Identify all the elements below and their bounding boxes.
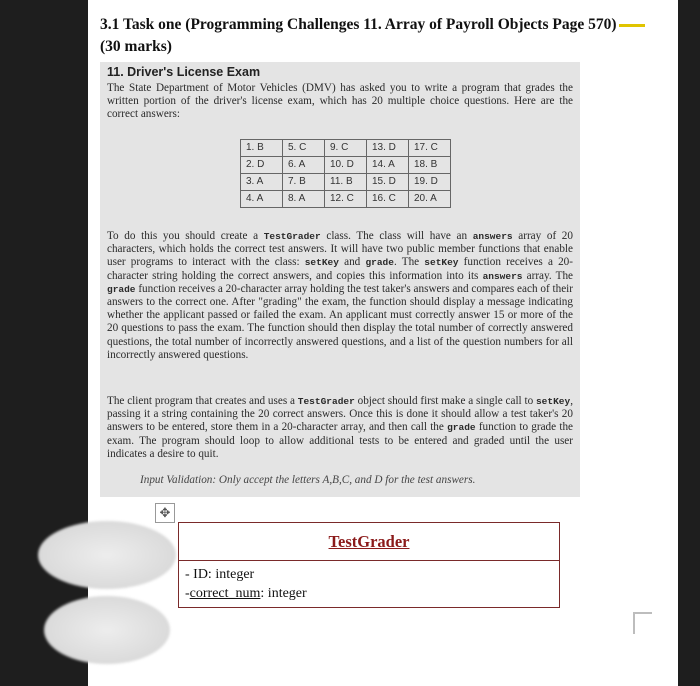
answer-row: [241, 174, 451, 191]
answer-row: [241, 157, 451, 174]
answer-cell: 7. B: [283, 174, 325, 191]
heading-line2: (30 marks): [100, 38, 172, 55]
uml-attribute: -correct_num: integer: [185, 586, 307, 601]
uml-class-name-row: [179, 523, 559, 561]
answer-cell: 4. A: [241, 191, 283, 208]
answer-cell: 15. D: [367, 174, 409, 191]
blurred-shape: [38, 521, 176, 589]
excerpt-paragraph-intro: The State Department of Motor Vehicles (DMV) has asked you to write a program that grades the written portion of the driver's license exam, which has 20 multiple choice questions. Here are the correct answers:: [107, 82, 573, 121]
uml-class-name: TestGrader: [328, 531, 410, 551]
answer-cell: 10. D: [325, 157, 367, 174]
answer-cell: 6. A: [283, 157, 325, 174]
excerpt-title: 11. Driver's License Exam: [107, 65, 261, 79]
uml-attribute: - ID: integer: [185, 567, 255, 582]
uml-attributes: [179, 561, 559, 603]
answer-key-table: [240, 139, 451, 208]
answer-cell: 5. C: [283, 140, 325, 157]
blurred-shape: [44, 596, 170, 664]
task-heading: [100, 14, 660, 58]
excerpt-paragraph-testgrader: To do this you should create a TestGrader class. The class will have an answers array of 20 characters, which holds the correct test answers. It will have two public member functions that enable user programs to interact with the class: setKey and grade. The setKey function receives a 20-character string holding the correct answers, and copies this information into its answers array. The grade function receives a 20-character array holding the test taker's answers and compares each of their answers to the correct one. After "grading" the exam, the function should display a message indicating whether the applicant passed or failed the exam. An applicant must correctly answer 15 or more of the 20 questions to pass the exam. The function should then display the total number of correctly answered questions, the total number of incorrectly answered questions, and a list of the question numbers for all incorrectly answered questions.: [107, 230, 573, 361]
answer-cell: 13. D: [367, 140, 409, 157]
answer-cell: 19. D: [409, 174, 451, 191]
input-validation-note: Input Validation: Only accept the letters A,B,C, and D for the test answers.: [140, 474, 476, 486]
heading-line1: 3.1 Task one (Programming Challenges 11. Array of Payroll Objects Page 570): [100, 16, 617, 33]
answer-row: [241, 191, 451, 208]
answer-cell: 3. A: [241, 174, 283, 191]
answer-cell: 9. C: [325, 140, 367, 157]
answer-cell: 16. C: [367, 191, 409, 208]
answer-cell: 1. B: [241, 140, 283, 157]
answer-row: [241, 140, 451, 157]
uml-class-box[interactable]: [178, 522, 560, 608]
text-cursor-marker: [619, 24, 645, 27]
answer-cell: 8. A: [283, 191, 325, 208]
textbook-excerpt-image: [100, 62, 580, 497]
excerpt-paragraph-client: The client program that creates and uses a TestGrader object should first make a single call to setKey, passing it a string containing the 20 correct answers. Once this is done it should allow a test taker's 20 answers to be entered, store them in a 20-character array, and then call the grade function to grade the exam. The program should loop to allow additional tests to be entered and graded until the user indicates a desire to quit.: [107, 395, 573, 460]
answer-cell: 18. B: [409, 157, 451, 174]
answer-cell: 14. A: [367, 157, 409, 174]
crop-corner-mark: [633, 612, 652, 634]
answer-cell: 12. C: [325, 191, 367, 208]
answer-cell: 20. A: [409, 191, 451, 208]
answer-cell: 17. C: [409, 140, 451, 157]
answer-cell: 2. D: [241, 157, 283, 174]
answer-cell: 11. B: [325, 174, 367, 191]
move-icon[interactable]: ✥: [155, 503, 175, 523]
